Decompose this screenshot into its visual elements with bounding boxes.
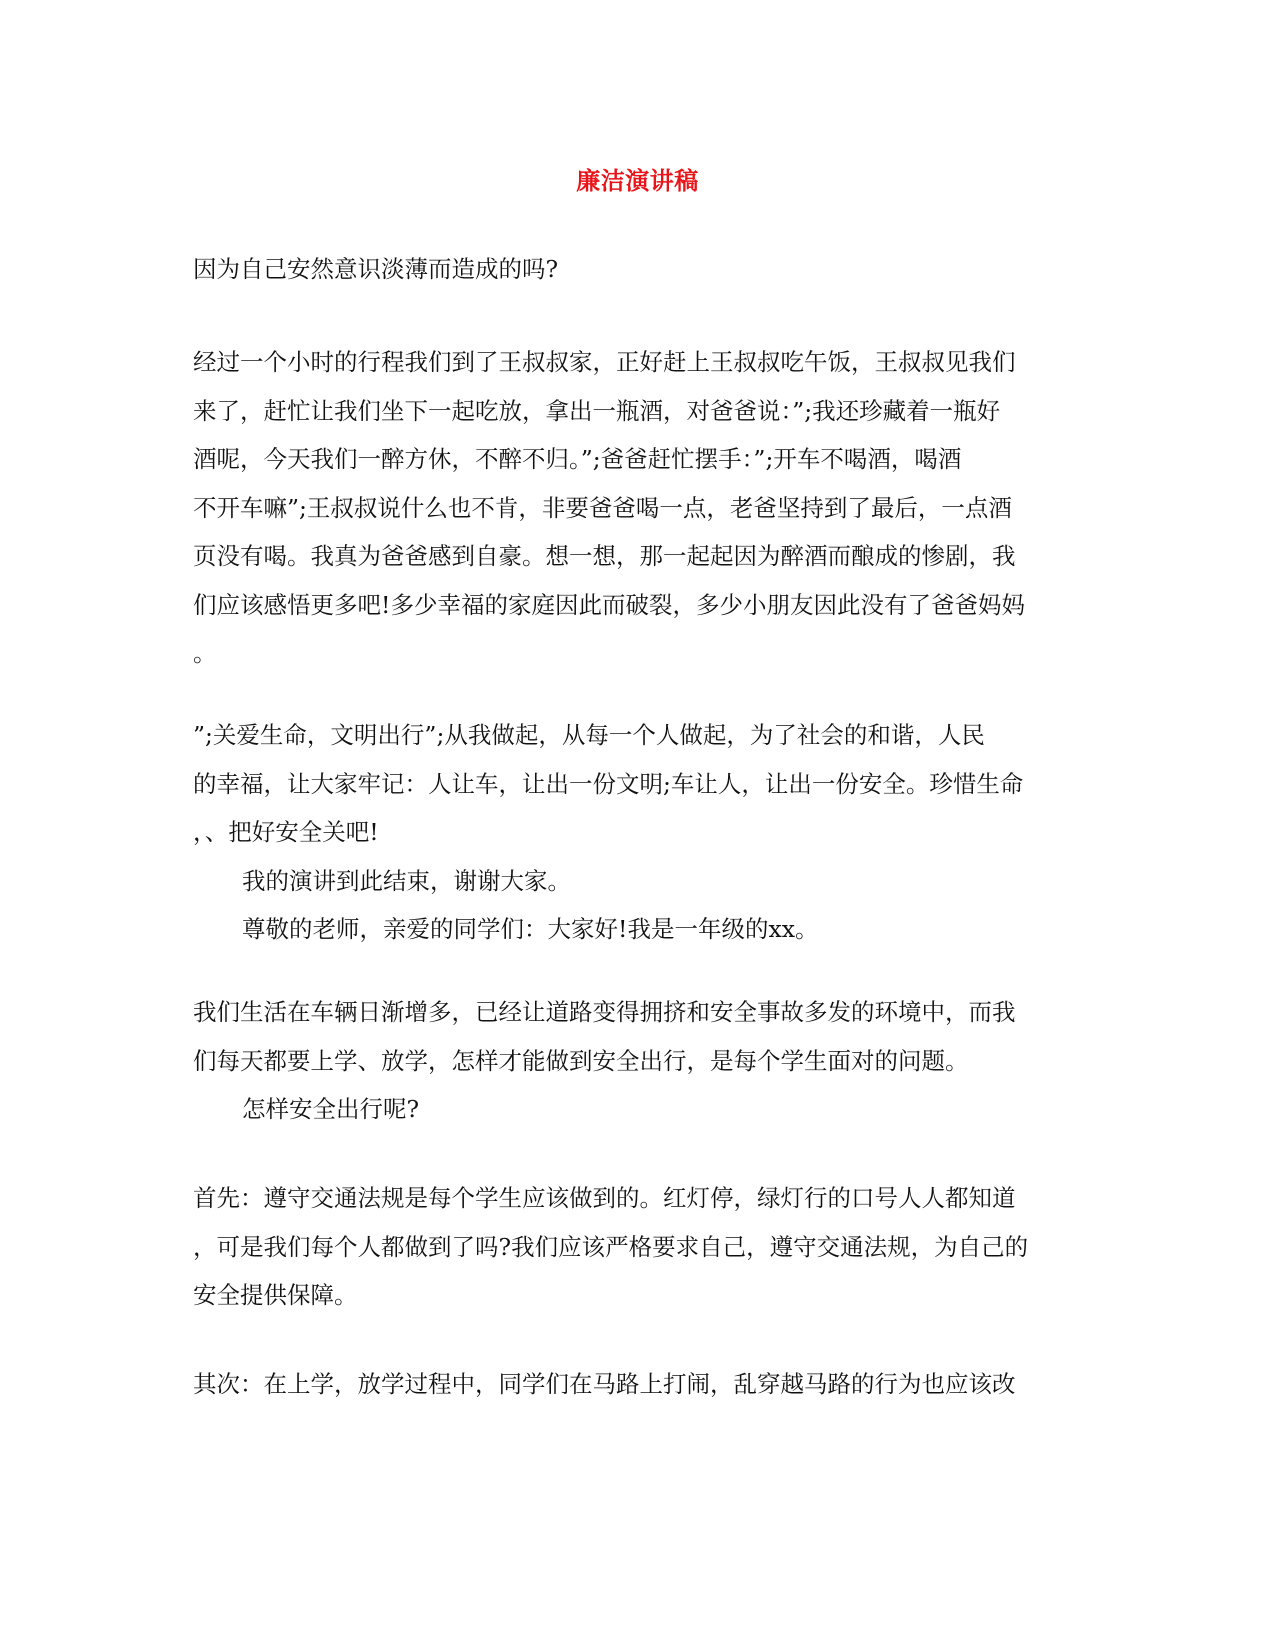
text-line: 不开车嘛”;王叔叔说什么也不肯，非要爸爸喝一点，老爸坚持到了最后，一点酒 (193, 493, 1012, 522)
document-title: 廉洁演讲稿 (576, 166, 699, 195)
text-line: 因为自己安然意识淡薄而造成的吗? (193, 255, 559, 283)
text-line: 首先：遵守交通法规是每个学生应该做到的。红灯停，绿灯行的口号人人都知道 (193, 1184, 1016, 1212)
text-line: 们每天都要上学、放学，怎样才能做到安全出行，是每个学生面对的问题。 (193, 1046, 969, 1075)
paragraph-1 (193, 245, 1083, 294)
indented-line: 尊敬的老师，亲爱的同学们：大家好!我是一年级的xx。 (242, 915, 819, 943)
text-line: 的幸福，让大家牢记：人让车，让出一份文明;车让人，让出一份安全。珍惜生命 (193, 769, 1024, 798)
text-line: 经过一个小时的行程我们到了王叔叔家，正好赶上王叔叔吃午饭，王叔叔见我们 (193, 348, 1016, 376)
paragraph-3 (193, 711, 1083, 954)
text-line: 们应该感悟更多吧!多少幸福的家庭因此而破裂，多少小朋友因此没有了爸爸妈妈 (193, 590, 1025, 619)
text-line: ，、把好安全关吧! (193, 818, 379, 846)
indented-line: 怎样安全出行呢? (242, 1095, 420, 1123)
text-line: 来了，赶忙让我们坐下一起吃放，拿出一瓶酒，对爸爸说：”;我还珍藏着一瓶好 (193, 396, 1001, 425)
text-line: ”;关爱生命，文明出行”;从我做起，从每一个人做起，为了社会的和谐，人民 (193, 721, 985, 749)
paragraph-2 (193, 338, 1083, 678)
paragraph-6 (193, 1360, 1083, 1409)
text-line: 其次：在上学，放学过程中，同学们在马路上打闹，乱穿越马路的行为也应该改 (193, 1370, 1016, 1398)
text-line: 页没有喝。我真为爸爸感到自豪。想一想，那一起起因为醉酒而酿成的惨剧，我 (193, 542, 1016, 570)
paragraph-4 (193, 988, 1083, 1134)
text-line: 。 (193, 639, 217, 667)
text-line: ，可是我们每个人都做到了吗?我们应该严格要求自己，遵守交通法规，为自己的 (193, 1232, 1029, 1261)
paragraph-5 (193, 1174, 1083, 1320)
text-line: 我们生活在车辆日渐增多，已经让道路变得拥挤和安全事故多发的环境中，而我 (193, 998, 1016, 1026)
text-line: 安全提供保障。 (193, 1281, 358, 1309)
text-line: 酒呢，今天我们一醉方休，不醉不归。”;爸爸赶忙摆手：”;开车不喝酒，喝酒 (193, 445, 962, 473)
indented-line: 我的演讲到此结束，谢谢大家。 (242, 866, 571, 895)
